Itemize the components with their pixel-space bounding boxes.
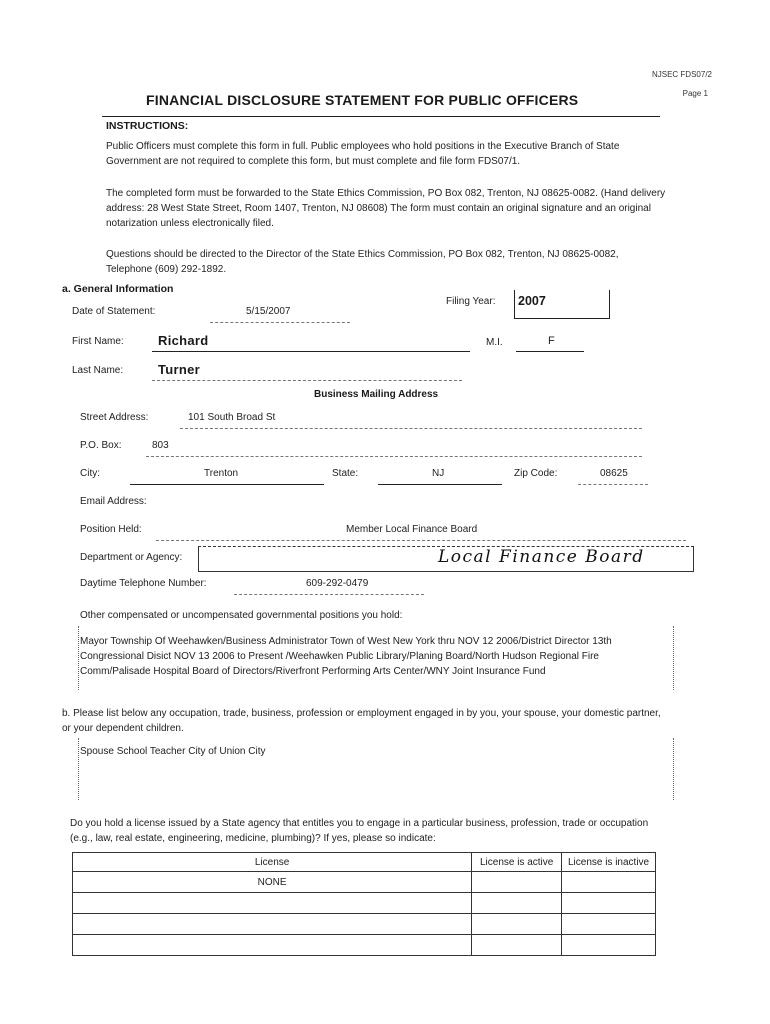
license-active-cell[interactable] <box>472 872 562 893</box>
mi-value[interactable]: F <box>548 335 555 347</box>
city-underline <box>130 484 324 485</box>
other-positions-label: Other compensated or uncompensated governmental positions you hold: <box>80 610 403 621</box>
email-label: Email Address: <box>80 496 147 507</box>
last-name-label: Last Name: <box>72 365 124 376</box>
department-label: Department or Agency: <box>80 552 183 563</box>
license-cell[interactable] <box>73 914 472 935</box>
page-number: Page 1 <box>682 89 708 98</box>
license-header-inactive: License is inactive <box>562 853 656 872</box>
state-value[interactable]: NJ <box>432 468 445 479</box>
street-value[interactable]: 101 South Broad St <box>188 412 276 423</box>
city-label: City: <box>80 468 100 479</box>
state-label: State: <box>332 468 359 479</box>
phone-value[interactable]: 609-292-0479 <box>306 578 369 589</box>
position-value[interactable]: Member Local Finance Board <box>346 524 478 535</box>
instructions-paragraph-2: The completed form must be forwarded to the State Ethics Commission, PO Box 082, Trenton, NJ 08625-0082. (Hand delivery address: 28 West State Street, Room 1407, Trenton, NJ 08608) The form must contain an original signature and an original notarization unless electronically filed. <box>106 188 666 229</box>
instructions-paragraph-3: Questions should be directed to the Director of the State Ethics Commission, PO Box 082, Trenton, NJ 08625-0082, Telephone (609) 292-1892. <box>106 249 619 275</box>
date-value[interactable]: 5/15/2007 <box>246 306 291 317</box>
license-inactive-cell[interactable] <box>562 935 656 956</box>
license-cell[interactable]: NONE <box>73 872 472 893</box>
first-name-value[interactable]: Richard <box>158 333 209 348</box>
position-underline <box>156 540 686 541</box>
title-rule <box>102 116 660 117</box>
license-table <box>72 852 656 956</box>
street-underline <box>180 428 642 429</box>
po-box-underline <box>146 456 642 457</box>
license-header-active: License is active <box>472 853 562 872</box>
license-active-cell[interactable] <box>472 893 562 914</box>
date-underline <box>210 322 350 323</box>
license-inactive-cell[interactable] <box>562 893 656 914</box>
table-row <box>73 935 656 956</box>
position-label: Position Held: <box>80 524 142 535</box>
first-name-label: First Name: <box>72 336 124 347</box>
phone-label: Daytime Telephone Number: <box>80 578 207 589</box>
date-label: Date of Statement: <box>72 306 156 317</box>
other-positions-value: Mayor Township Of Weehawken/Business Administrator Town of West New York thru NOV 12 2006/District Director 13th Congressional Disict NOV 13 2006 to Present /Weehawken Public Library/Planing Board/North Hudson Regional Fire Comm/Palisade Hospital Board of Directors/Riverfront Performing Arts Center/WNY Joint Insurance Fund <box>80 636 612 677</box>
table-row <box>73 872 656 893</box>
zip-underline <box>578 484 648 485</box>
phone-underline <box>234 594 424 595</box>
mi-underline <box>516 351 584 352</box>
license-cell[interactable] <box>73 935 472 956</box>
department-value-handwritten: Local Finance Board <box>438 547 645 567</box>
zip-value[interactable]: 08625 <box>600 468 628 479</box>
license-cell[interactable] <box>73 893 472 914</box>
business-address-heading: Business Mailing Address <box>314 389 439 400</box>
license-inactive-cell[interactable] <box>562 914 656 935</box>
form-id: NJSEC FDS07/2 <box>651 70 712 79</box>
street-label: Street Address: <box>80 412 149 423</box>
section-b-prompt: b. Please list below any occupation, trade, business, profession or employment engaged in by you, your spouse, your domestic partner, or your dependent children. <box>62 708 661 734</box>
filing-year-value: 2007 <box>518 294 546 308</box>
license-header-license: License <box>73 853 472 872</box>
po-box-label: P.O. Box: <box>80 440 122 451</box>
state-underline <box>378 484 502 485</box>
filing-year-label: Filing Year: <box>446 296 496 307</box>
last-name-value[interactable]: Turner <box>158 362 201 377</box>
instructions-paragraph-1: Public Officers must complete this form in full. Public employees who hold positions in the Executive Branch of State Government are not required to complete this form, but must complete and file form FDS07/1. <box>106 141 620 167</box>
license-inactive-cell[interactable] <box>562 872 656 893</box>
page-title: FINANCIAL DISCLOSURE STATEMENT FOR PUBLIC OFFICERS <box>146 92 579 108</box>
section-b-answer: Spouse School Teacher City of Union City <box>80 746 266 757</box>
city-value[interactable]: Trenton <box>204 468 239 479</box>
instructions-heading: INSTRUCTIONS: <box>106 120 189 132</box>
zip-label: Zip Code: <box>514 468 558 479</box>
license-active-cell[interactable] <box>472 914 562 935</box>
po-box-value[interactable]: 803 <box>152 440 169 451</box>
mi-label: M.I. <box>486 337 503 348</box>
license-active-cell[interactable] <box>472 935 562 956</box>
table-row <box>73 914 656 935</box>
first-name-underline <box>152 351 470 352</box>
last-name-underline <box>152 380 462 381</box>
general-information-heading: a. General Information <box>62 283 174 295</box>
table-row <box>73 893 656 914</box>
license-prompt: Do you hold a license issued by a State agency that entitles you to engage in a particular business, profession, trade or occupation (e.g., law, real estate, engineering, medicine, plumbing)? If yes, please so indicate: <box>70 818 649 844</box>
